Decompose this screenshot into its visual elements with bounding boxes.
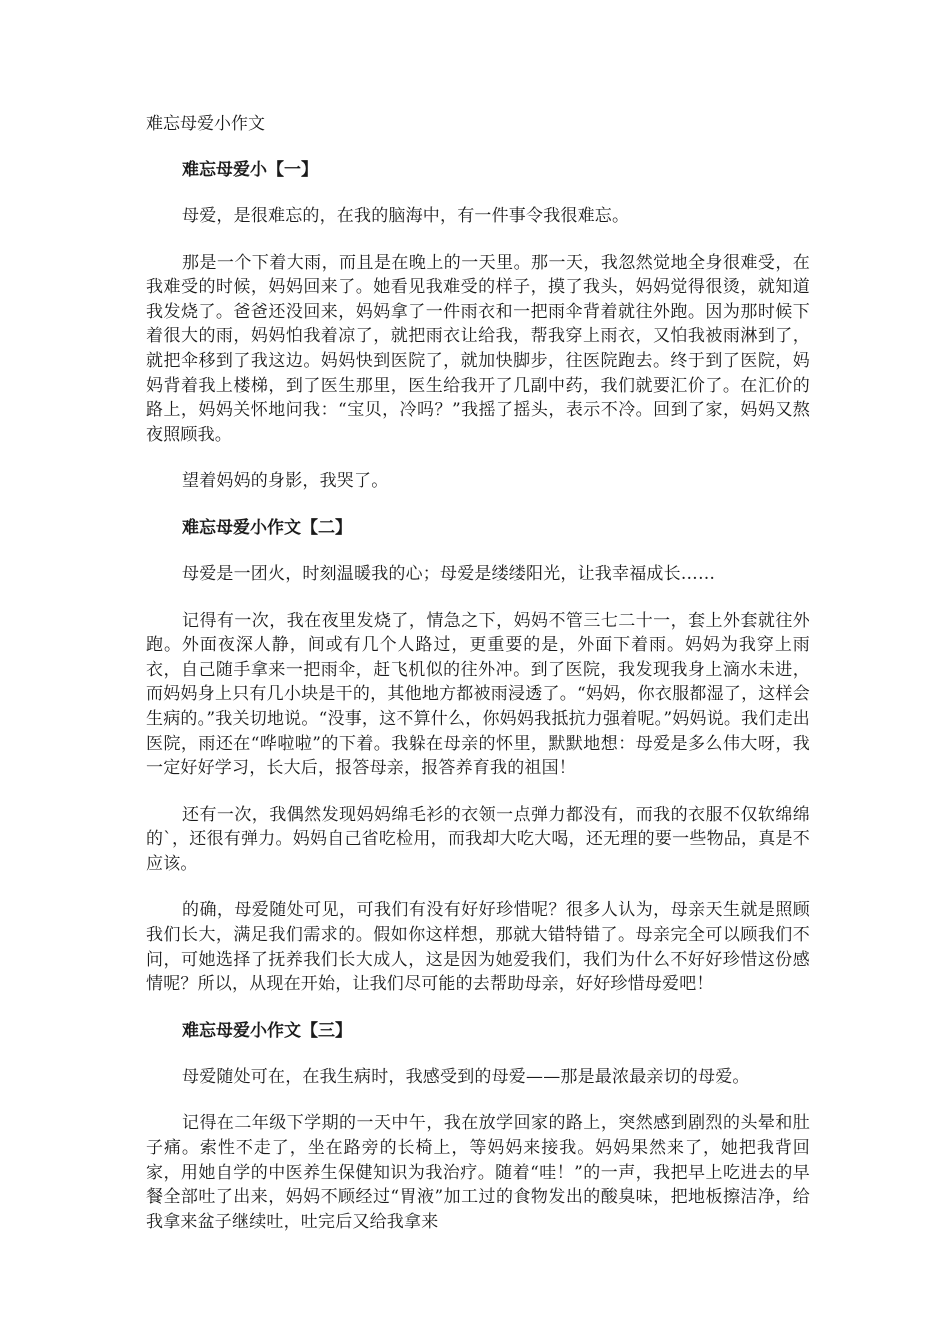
- document-page: [146, 112, 810, 1256]
- section-1: [146, 158, 810, 494]
- paragraph: 记得有一次，我在夜里发烧了，情急之下，妈妈不管三七二十一，套上外套就往外跑。外面夜深人静，间或有几个人路过，更重要的是，外面下着雨。妈妈为我穿上雨衣，自己随手拿来一把雨伞，赶飞机似的往外冲。到了医院，我发现我身上滴水未进，而妈妈身上只有几小块是干的，其他地方都被雨浸透了。“妈妈，你衣服都湿了，这样会生病的。”我关切地说。“没事，这不算什么，你妈妈我抵抗力强着呢。”妈妈说。我们走出医院，雨还在“哗啦啦”的下着。我躲在母亲的怀里，默默地想：母爱是多么伟大呀，我一定好好学习，长大后，报答母亲，报答养育我的祖国！: [146, 610, 810, 779]
- paragraph: 记得在二年级下学期的一天中午，我在放学回家的路上，突然感到剧烈的头晕和肚子痛。索性不走了，坐在路旁的长椅上，等妈妈来接我。妈妈果然来了，她把我背回家，用她自学的中医养生保健知识为我治疗。随着“哇！”的一声，我把早上吃进去的早餐全部吐了出来，妈妈不顾经过“胃液”加工过的食物发出的酸臭味，把地板擦洁净，给我拿来盆子继续吐，吐完后又给我拿来: [146, 1113, 810, 1232]
- paragraph: 的确，母爱随处可见，可我们有没有好好珍惜呢？很多人认为，母亲天生就是照顾我们长大，满足我们需求的。假如你这样想，那就大错特错了。母亲完全可以顾我们不问，可她选择了抚养我们长大成人，这是因为她爱我们，我们为什么不好好珍惜这份感情呢？所以，从现在开始，让我们尽可能的去帮助母亲，好好珍惜母爱吧！: [146, 900, 810, 995]
- paragraph: 那是一个下着大雨，而且是在晚上的一天里。那一天，我忽然觉地全身很难受，在我难受的时候，妈妈回来了。她看见我难受的样子，摸了我头，妈妈觉得很烫，就知道我发烧了。爸爸还没回来，妈妈拿了一件雨衣和一把雨伞背着就往外跑。因为那时候下着很大的雨，妈妈怕我着凉了，就把雨衣让给我，帮我穿上雨衣，又怕我被雨淋到了，就把伞移到了我这边。妈妈快到医院了，就加快脚步，往医院跑去。终于到了医院，妈妈背着我上楼梯，到了医生那里，医生给我开了几副中药，我们就要汇价了。在汇价的路上，妈妈关怀地问我：“宝贝，冷吗？”我摇了摇头，表示不冷。回到了家，妈妈又熬夜照顾我。: [146, 252, 810, 445]
- section-2: [146, 516, 810, 997]
- section-heading: 难忘母爱小【一】: [182, 160, 318, 180]
- paragraph: 母爱随处可在，在我生病时，我感受到的母爱——那是最浓最亲切的母爱。: [182, 1066, 750, 1087]
- section-3: [146, 1019, 810, 1235]
- paragraph: 望着妈妈的身影，我哭了。: [182, 471, 389, 492]
- paragraph: 母爱是一团火，时刻温暖我的心；母爱是缕缕阳光，让我幸福成长……: [182, 563, 716, 584]
- section-heading: 难忘母爱小作文【二】: [182, 517, 352, 538]
- section-heading: 难忘母爱小作文【三】: [182, 1020, 352, 1041]
- paragraph: 还有一次，我偶然发现妈妈绵毛衫的衣领一点弹力都没有，而我的衣服不仅软绵绵的`，还很有弹力。妈妈自己省吃检用，而我却大吃大喝，还无理的要一些物品，真是不应该。: [146, 804, 810, 874]
- paragraph: 母爱，是很难忘的，在我的脑海中，有一件事令我很难忘。: [182, 206, 630, 226]
- document-title: 难忘母爱小作文: [146, 114, 265, 134]
